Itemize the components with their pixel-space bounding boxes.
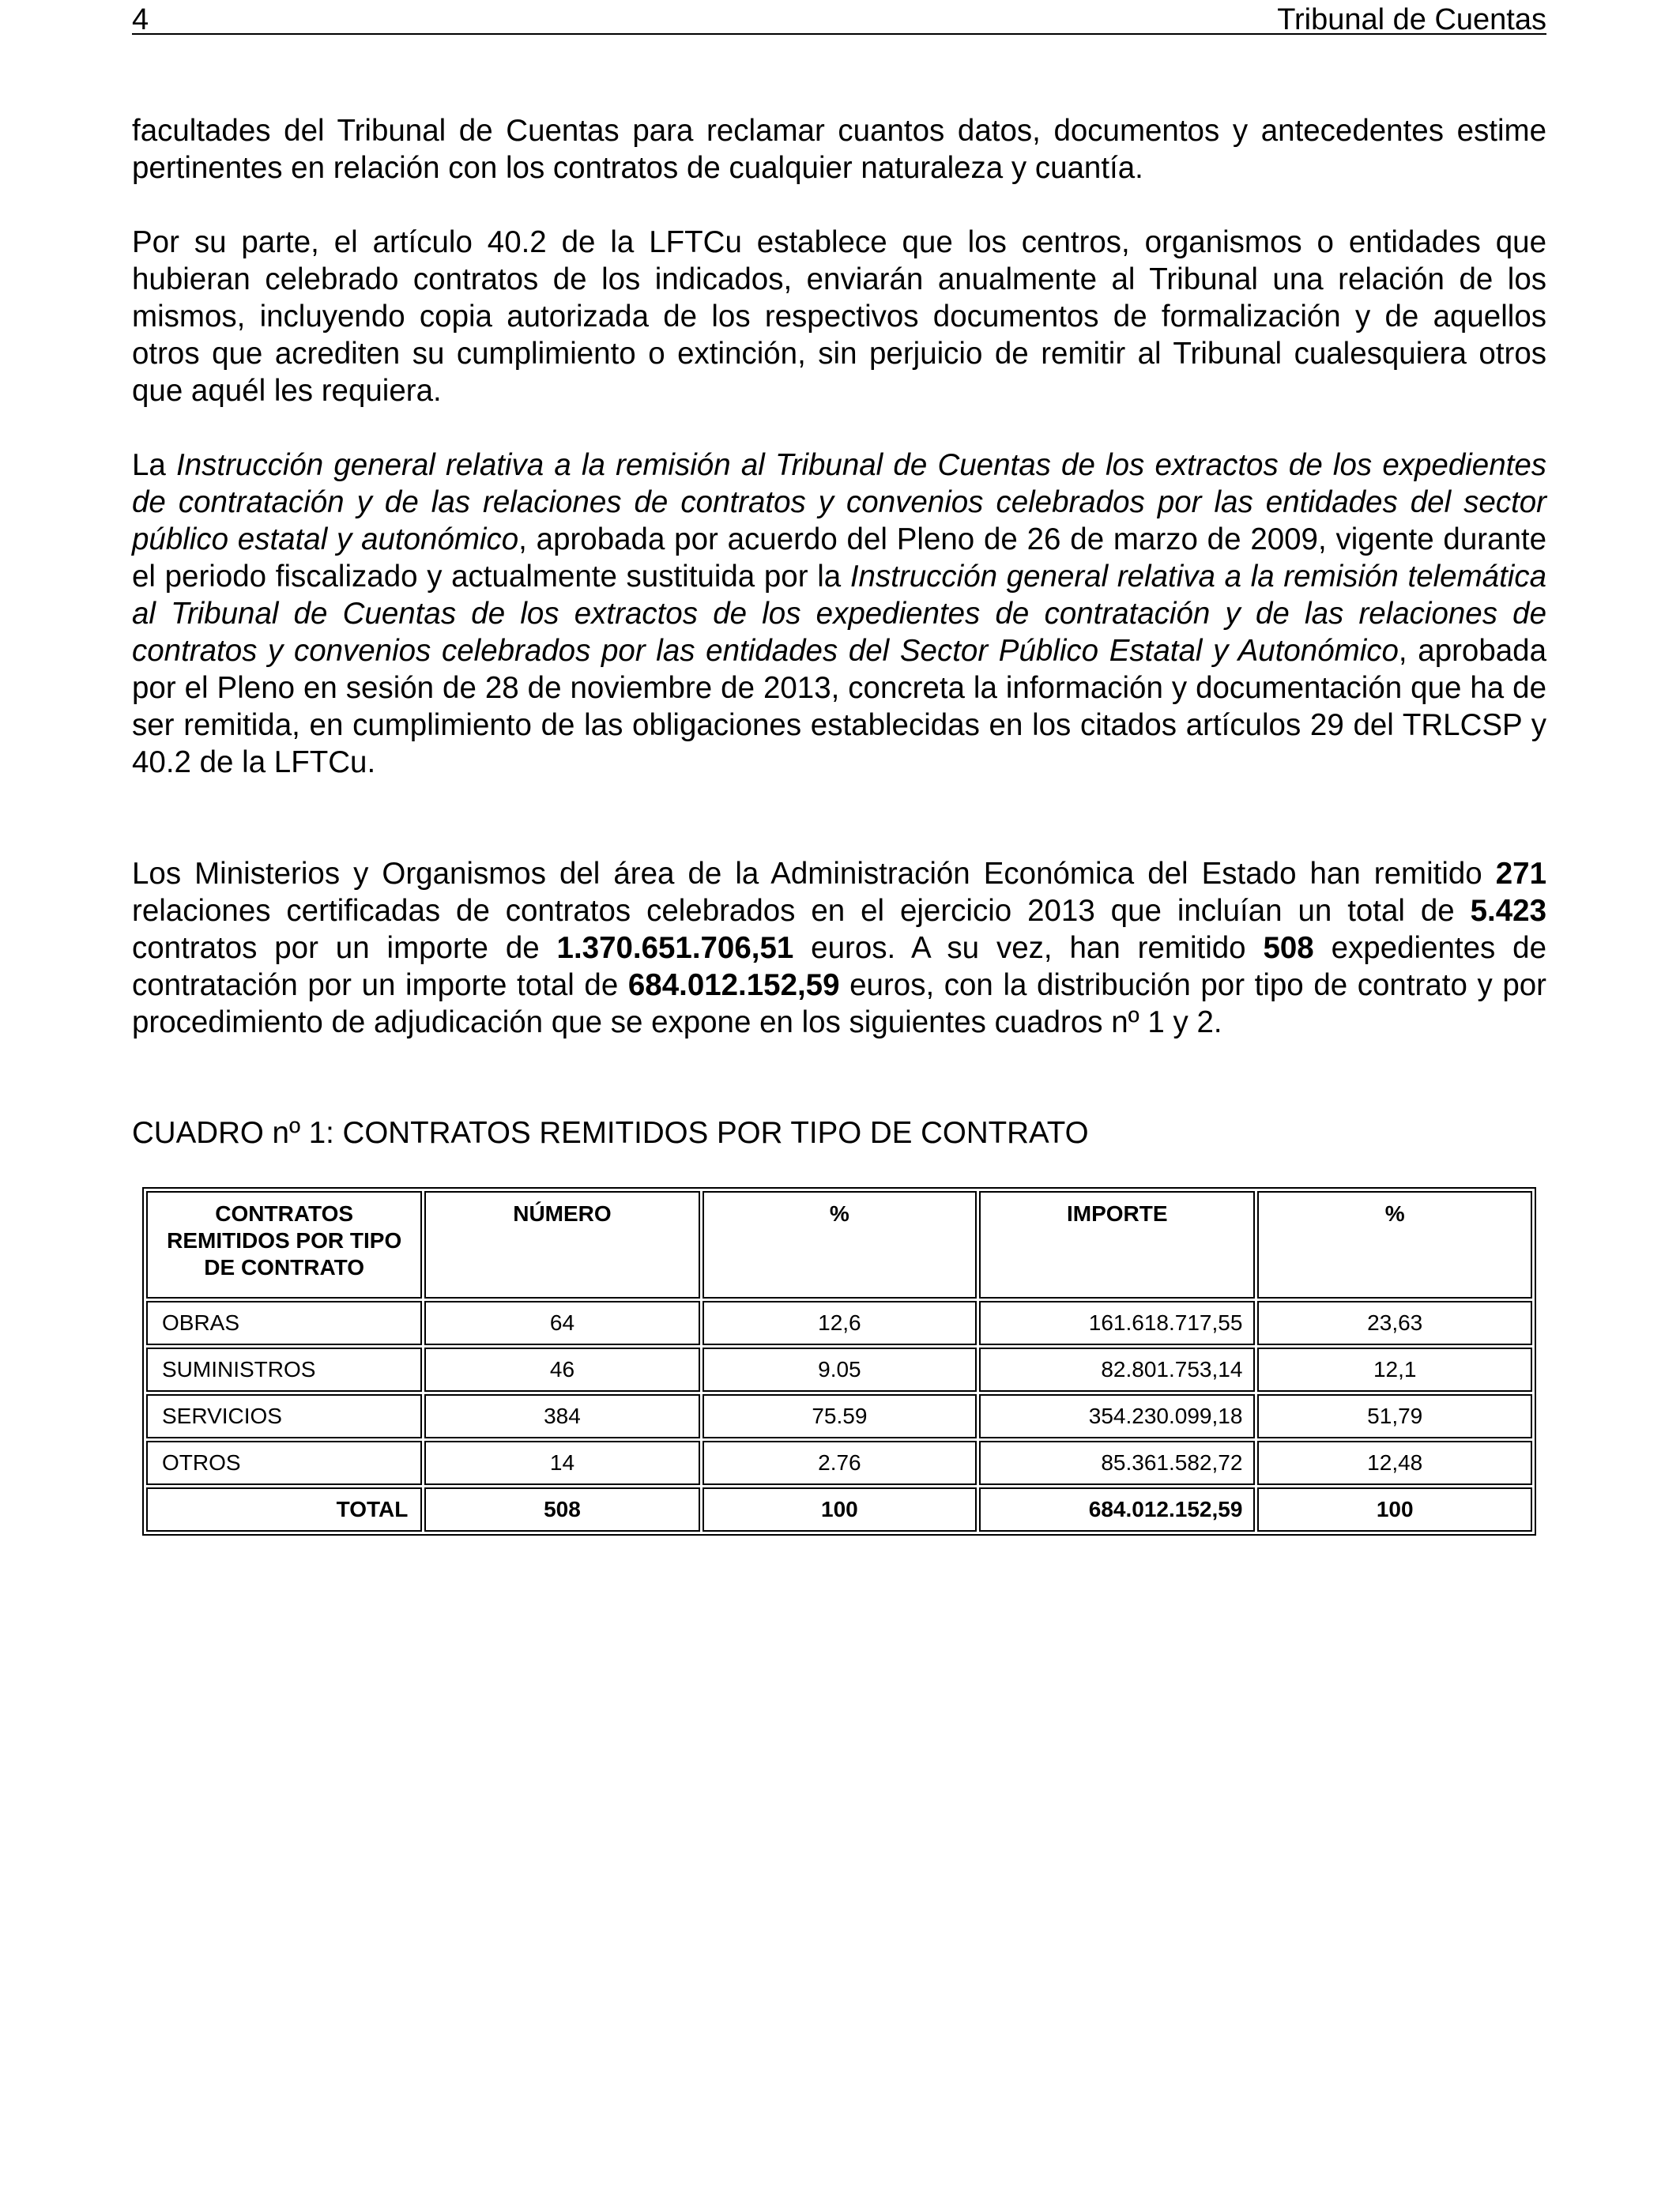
cell-tipo: OBRAS	[146, 1301, 422, 1345]
p4-text-e: contratos por un importe de	[132, 931, 557, 965]
cell-numero: 64	[424, 1301, 699, 1345]
page-number: 4	[132, 3, 149, 36]
cell-pct-importe: 51,79	[1257, 1394, 1532, 1438]
cell-pct-numero: 9.05	[703, 1348, 977, 1392]
p4-text-g: euros. A su vez, han remitido	[793, 931, 1264, 965]
cell-importe: 354.230.099,18	[979, 1394, 1255, 1438]
p3-text-a: La	[132, 448, 177, 482]
table-caption: CUADRO nº 1: CONTRATOS REMITIDOS POR TIPO DE CONTRATO	[132, 1116, 1089, 1150]
header-pct-importe: %	[1257, 1191, 1532, 1299]
total-pct-numero: 100	[703, 1487, 977, 1532]
cell-pct-importe: 12,1	[1257, 1348, 1532, 1392]
total-pct-importe: 100	[1257, 1487, 1532, 1532]
cell-tipo: OTROS	[146, 1441, 422, 1485]
page-header	[132, 2, 1546, 35]
cell-numero: 46	[424, 1348, 699, 1392]
cell-tipo: SERVICIOS	[146, 1394, 422, 1438]
cell-importe: 85.361.582,72	[979, 1441, 1255, 1485]
paragraph-2: Por su parte, el artículo 40.2 de la LFTCu establece que los centros, organismos o entidades que hubieran celebrado contratos de los indicados, enviarán anualmente al Tribunal una relación de los mismos, incluyendo copia autorizada de los respectivos documentos de formalización y de aquellos otros que acrediten su cumplimiento o extinción, sin perjuicio de remitir al Tribunal cualesquiera otros que aquél les requiera.	[132, 225, 1546, 408]
table-row	[146, 1441, 1532, 1485]
table-row	[146, 1301, 1532, 1345]
p4-text-c: relaciones certificadas de contratos celebrados en el ejercicio 2013 que incluían un total de	[132, 894, 1471, 928]
table-row	[146, 1348, 1532, 1392]
p4-expedientes-count: 508	[1263, 931, 1314, 965]
p4-text-k: euros, con la distribución por tipo de contrato y por procedimiento de adjudicación que se expone en los siguientes cuadros nº 1 y 2.	[132, 968, 1547, 1039]
header-pct-numero: %	[703, 1191, 977, 1299]
p4-text-a: Los Ministerios y Organismos del área de la Administración Económica del Estado han remitido	[132, 857, 1496, 891]
paragraph-3	[132, 447, 1546, 781]
cell-pct-numero: 12,6	[703, 1301, 977, 1345]
p3-text-c: , aprobada por acuerdo del Pleno de 26 de marzo de 2009, vigente durante el periodo fiscalizado y actualmente sustituida por la	[132, 522, 1546, 594]
p4-importe-total: 1.370.651.706,51	[556, 931, 794, 965]
cell-pct-numero: 75.59	[703, 1394, 977, 1438]
table-total-row	[146, 1487, 1532, 1532]
cell-tipo: SUMINISTROS	[146, 1348, 422, 1392]
header-title: Tribunal de Cuentas	[1277, 3, 1546, 36]
cell-pct-numero: 2.76	[703, 1441, 977, 1485]
p3-instruction-title-2: Instrucción general relativa a la remisión telemática al Tribunal de Cuentas de los extractos de los expedientes de contratación y de las relaciones de contratos y convenios celebrados por las entidades del Sector Público Estatal y Autonómico	[132, 560, 1546, 668]
p4-contratos-count: 5.423	[1470, 894, 1546, 928]
cell-pct-importe: 23,63	[1257, 1301, 1532, 1345]
header-tipo: CONTRATOS REMITIDOS POR TIPO DE CONTRATO	[146, 1191, 422, 1299]
p3-text-e: , aprobada por el Pleno en sesión de 28 de noviembre de 2013, concreta la información y documentación que ha de ser remitida, en cumplimiento de las obligaciones establecidas en los citados artículos 29 del TRLCSP y 40.2 de la LFTCu.	[132, 634, 1546, 779]
cell-importe: 82.801.753,14	[979, 1348, 1255, 1392]
cell-pct-importe: 12,48	[1257, 1441, 1532, 1485]
p3-instruction-title-1: Instrucción general relativa a la remisión al Tribunal de Cuentas de los extractos de los expedientes de contratación y de las relaciones de contratos y convenios celebrados por las entidades del sector público estatal y autonómico	[132, 448, 1546, 556]
total-numero: 508	[424, 1487, 699, 1532]
cell-importe: 161.618.717,55	[979, 1301, 1255, 1345]
total-importe: 684.012.152,59	[979, 1487, 1255, 1532]
table-header-row	[146, 1191, 1532, 1299]
header-numero: NÚMERO	[424, 1191, 699, 1299]
p4-relaciones-count: 271	[1495, 857, 1546, 891]
paragraph-4	[132, 855, 1546, 1041]
cell-numero: 14	[424, 1441, 699, 1485]
cell-numero: 384	[424, 1394, 699, 1438]
contracts-table	[142, 1187, 1536, 1536]
paragraph-1: facultades del Tribunal de Cuentas para reclamar cuantos datos, documentos y antecedentes estime pertinentes en relación con los contratos de cualquier naturaleza y cuantía.	[132, 114, 1546, 185]
total-label: TOTAL	[146, 1487, 422, 1532]
p4-expedientes-importe: 684.012.152,59	[627, 968, 840, 1002]
table-row	[146, 1394, 1532, 1438]
p4-text-i: expedientes de contratación por un importe total de	[132, 931, 1546, 1002]
header-importe: IMPORTE	[979, 1191, 1255, 1299]
